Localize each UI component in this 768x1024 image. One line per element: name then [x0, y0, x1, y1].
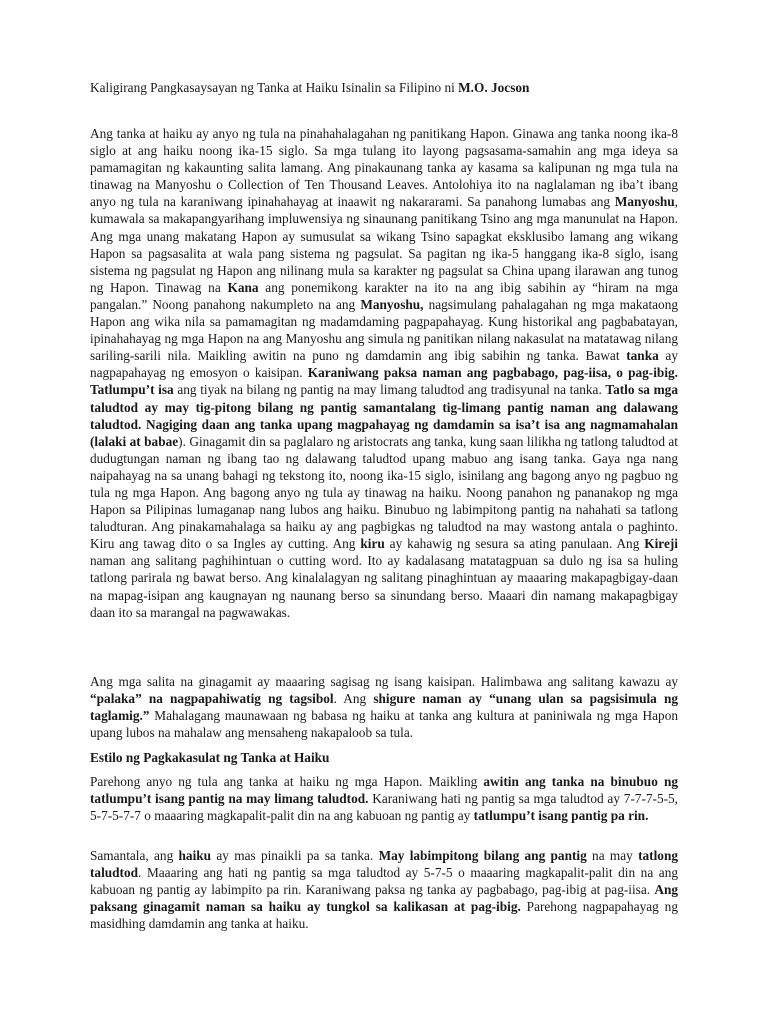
bold-text-run: awitin ang tanka na binubuo ng tatlumpu’t isang pantig na may limang taludtod.: [90, 774, 678, 807]
text-run: nagsimulang pahalagahan ng mga makataong Hapon ang wika nila sa pamamagitan ng madamdaming pagpapahayag. Kung historikal ang pagbabatayan, ipinahahayag ng mga Hapon na ang Manyoshu ang simula ng panitikan nilang nakasulat na matatawag nilang sariling-sarili nila. Maikling awitin na puno ng damdamin ang ibig sabihin ng tanka. Bawat: [90, 296, 678, 364]
text-run: ay nagpapahayag ng emosyon o kaisipan.: [90, 348, 678, 381]
text-run: ay mas pinaikli pa sa tanka.: [211, 848, 379, 863]
bold-text-run: “palaka” na nagpapahiwatig ng tagsibol: [90, 691, 334, 707]
paragraph-symbolism: [90, 673, 678, 741]
text-run: ). Ginagamit din sa paglalaro ng aristocrats ang tanka, kung saan lilikha ng tatlong taludtod at dudugtungan naman ng ibang tao ng dalawang taludtod upang mabuo ang isang tanka. Gaya nga nang naipahayag na sa unang bahagi ng tekstong ito, noong ika-15 siglo, isinilang ang bagong anyo ng pagbuo ng tula ng mga Hapon. Ang bagong anyo ng tula ay tinawag na haiku. Noong panahon ng pananakop ng mga Hapon sa Pilipinas lumaganap nang lubos ang haiku. Binubuo ng labimpitong pantig na nahahati sa tatlong taludturan. Ang pinakamahalaga sa haiku ay ang pagbigkas ng taludtod na may wastong antala o paghinto. Kiru ang tawag dito o sa Ingles ay cutting. Ang: [90, 433, 678, 552]
bold-text-run: tanka: [626, 348, 659, 364]
paragraph-history: [90, 125, 678, 621]
text-run: na may: [586, 848, 639, 863]
text-run: Karaniwang hati ng pantig sa mga taludtod ay 7-7-7-5-5, 5-7-5-7-7 o maaaring magkapalit-palit din na ang kabuoan ng pantig ay: [90, 791, 678, 824]
bold-text-run: Tatlo sa mga taludtod ay may tig-pitong bilang ng pantig samantalang tig-limang pantig naman ang dalawang taludtod. Nagiging daan ang tanka upang magpahayag ng damdamin sa isa’t isa ang nagmamahalan (lalaki at babae: [90, 382, 678, 449]
bold-text-run: Kireji: [644, 536, 678, 552]
bold-text-run: Karaniwang paksa naman ang pagbabago, pag-iisa, o pag-ibig. Tatlumpu’t isa: [90, 365, 678, 398]
bold-text-run: Kana: [227, 279, 259, 295]
text-run: naman ang salitang paghihintuan o cutting word. Ito ay kadalasang matatagpuan sa dulo ng isa sa huling tatlong parirala ng bawat berso. Ang kinalalagyan ng salitang pinaghintuan ay maaaring makapagbigay-daan na mapag-isipan ang kaugnayan ng naunang berso sa sinundang berso. Maaari din namang makapagbigay daan ito sa marangal na pagwawakas.: [90, 553, 678, 620]
author-name: M.O. Jocson: [458, 80, 530, 95]
paragraph-haiku-style: [90, 847, 678, 932]
paragraph-tanka-style: [90, 773, 678, 824]
bold-text-run: kiru: [360, 536, 385, 552]
text-run: Parehong nagpapahayag ng masidhing damdamin ang tanka at haiku.: [90, 899, 678, 932]
text-run: . Ang: [333, 691, 374, 707]
bold-text-run: Manyoshu,: [360, 296, 424, 312]
text-run: , kumawala sa makapangyarihang impluwensiya ng sinaunang panitikang Tsino ang mga manunulat na Hapon. Ang mga unang makatang Hapon ay sumusulat sa wikang Tsino sapagkat eksklusibo lamang ang wikang Hapon sa pagsasalita at wala pang sistema ng pagsulat. Sa pagitan ng ika-5 hanggang ika-8 siglo, isang sistema ng pagsulat ng Hapon ang nilinang mula sa karakter ng pagsulat sa China upang ilarawan ang tunog ng Hapon. Tinawag na: [90, 194, 678, 295]
text-run: ang tiyak na bilang ng pantig na may limang taludtod ang tradisyunal na tanka.: [173, 382, 606, 398]
bold-text-run: May labimpitong bilang ang pantig: [378, 848, 587, 863]
text-run: Ang tanka at haiku ay anyo ng tula na pinahahalagahan ng panitikang Hapon. Ginawa ang tanka noong ika-8 siglo at ang haiku noong ika-15 siglo. Sa mga tulang ito layong pagsasama-samahin ang mga ideya sa pamamagitan ng kakaunting salita lamang. Ang pinakaunang tanka ay kasama sa kalipunan ng mga tula na tinawag na Manyoshu o Collection of Ten Thousand Leaves. Antolohiya ito na naglalaman ng iba’t ibang anyo ng tula na karaniwang ipinahahayag at inaawit ng nakararami. Sa panahong lumabas ang: [90, 126, 678, 210]
text-run: Ang mga salita na ginagamit ay maaaring sagisag ng isang kaisipan. Halimbawa ang salitang kawazu ay: [90, 674, 678, 689]
text-run: Samantala, ang: [90, 848, 179, 863]
bold-text-run: tatlumpu’t isang pantig pa rin.: [473, 808, 649, 824]
bold-text-run: Ang paksang ginagamit naman sa haiku ay tungkol sa kalikasan at pag-ibig.: [90, 882, 678, 915]
text-run: Mahalagang maunawaan ng babasa ng haiku at tanka ang kultura at paniniwala ng mga Hapon upang lubos na mahalaw ang mensaheng nakapaloob sa tula.: [90, 708, 678, 741]
document-title: [90, 79, 690, 97]
text-run: . Maaaring ang hati ng pantig sa mga taludtod ay 5-7-5 o maaaring magkapalit-palit din na ang kabuoan ng pantig ay labimpito pa rin. Karaniwang paksa ng tanka ay pagbabago, pag-ibig at pag-iisa.: [90, 865, 678, 898]
text-run: Parehong anyo ng tula ang tanka at haiku ng mga Hapon. Maikling: [90, 774, 484, 789]
section-heading: [90, 749, 678, 766]
title-text: Kaligirang Pangkasaysayan ng Tanka at Haiku Isinalin sa Filipino ni: [90, 80, 459, 95]
text-run: ang ponemikong karakter na ito na ang ibig sabihin ay “hiram na mga pangalan.” Noong panahong nakumpleto na ang: [90, 279, 678, 312]
bold-text-run: Manyoshu: [614, 194, 675, 210]
bold-text-run: tatlong taludtod: [90, 848, 679, 881]
bold-text-run: haiku: [178, 848, 212, 863]
text-run: ay kahawig ng sesura sa ating panulaan. Ang: [384, 536, 645, 552]
bold-text-run: shigure naman ay “unang ulan sa pagsisimula ng taglamig.”: [90, 691, 678, 724]
text-run: Estilo ng Pagkakasulat ng Tanka at Haiku: [90, 750, 330, 765]
